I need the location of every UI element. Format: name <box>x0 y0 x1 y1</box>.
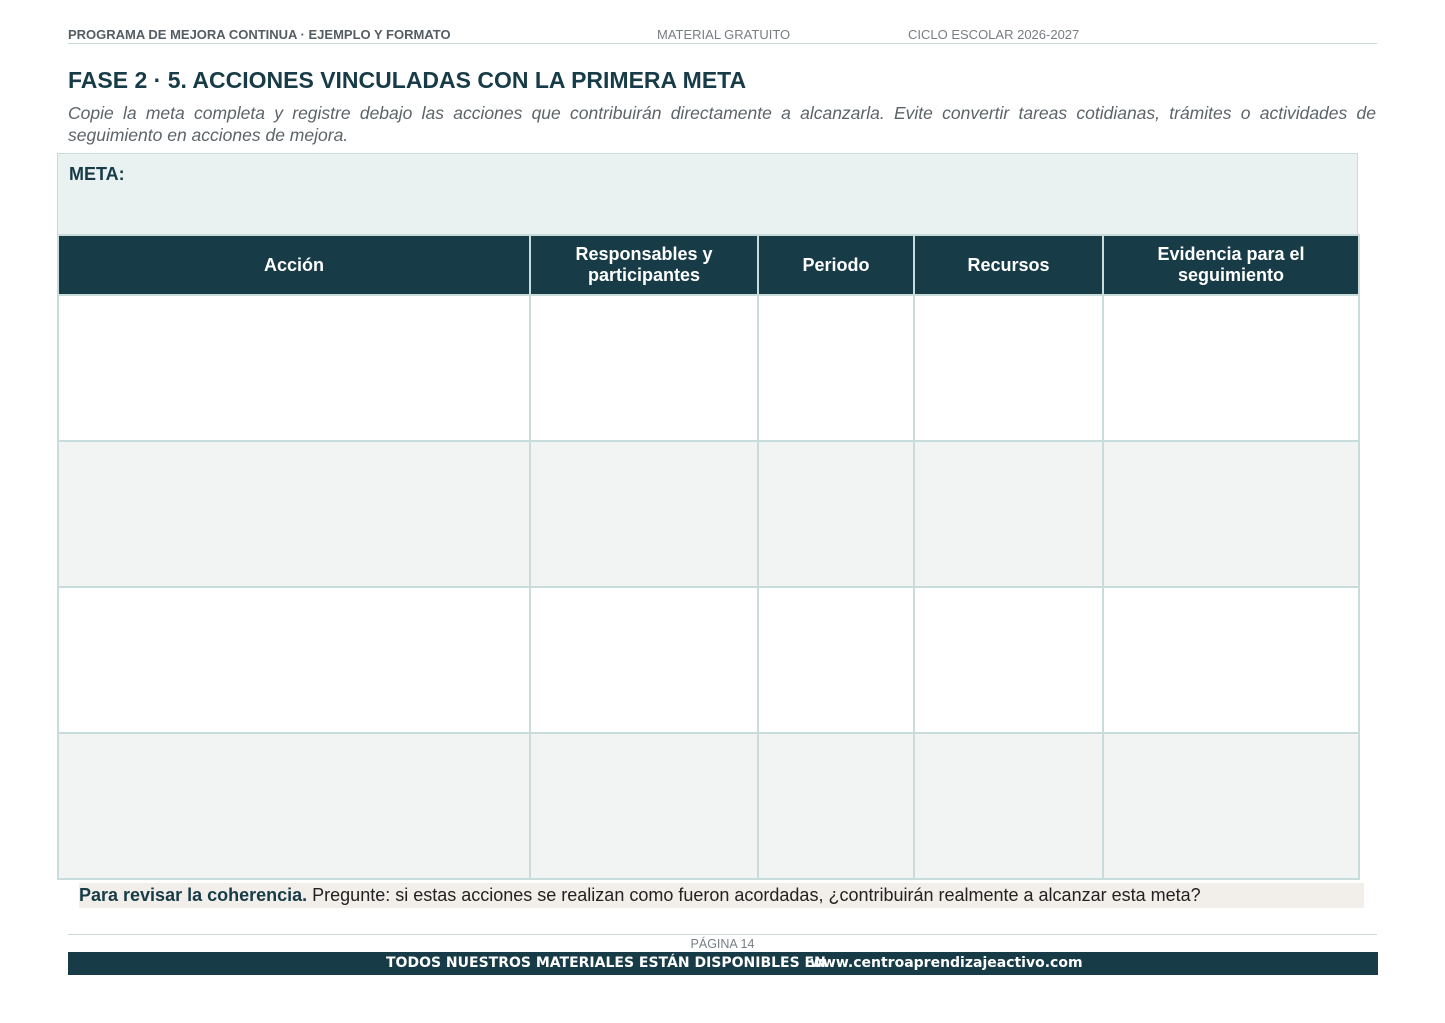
action-cell[interactable] <box>58 441 530 587</box>
responsibles-cell[interactable] <box>530 295 758 441</box>
footer-divider <box>68 934 1377 935</box>
responsibles-cell[interactable] <box>530 441 758 587</box>
header-program-label: PROGRAMA DE MEJORA CONTINUA · EJEMPLO Y FORMATO <box>68 27 451 42</box>
footer-banner <box>68 952 1378 975</box>
review-note-text: Pregunte: si estas acciones se realizan como fueron acordadas, ¿contribuirán realmente a alcanzar esta meta? <box>307 885 1201 905</box>
header-cycle-label: CICLO ESCOLAR 2026-2027 <box>908 27 1080 42</box>
period-cell[interactable] <box>758 295 914 441</box>
action-cell[interactable] <box>58 295 530 441</box>
table-row <box>58 295 1359 441</box>
column-header-period: Periodo <box>758 235 914 295</box>
column-header-resources: Recursos <box>914 235 1103 295</box>
column-header-action: Acción <box>58 235 530 295</box>
evidence-cell[interactable] <box>1103 733 1359 879</box>
evidence-cell[interactable] <box>1103 295 1359 441</box>
period-cell[interactable] <box>758 441 914 587</box>
actions-table <box>57 234 1360 880</box>
period-cell[interactable] <box>758 587 914 733</box>
table-header-row <box>58 235 1359 295</box>
page-instructions: Copie la meta completa y registre debajo las acciones que contribuirán directamente a alcanzarla. Evite convertir tareas cotidianas, trámites o actividades de seguimiento en acciones de mejora. <box>68 103 1376 145</box>
footer-banner-text: TODOS NUESTROS MATERIALES ESTÁN DISPONIBLES EN <box>386 955 826 971</box>
period-cell[interactable] <box>758 733 914 879</box>
evidence-cell[interactable] <box>1103 441 1359 587</box>
responsibles-cell[interactable] <box>530 587 758 733</box>
footer-website-link[interactable]: www.centroaprendizajeactivo.com <box>810 955 1083 971</box>
responsibles-cell[interactable] <box>530 733 758 879</box>
table-row <box>58 441 1359 587</box>
evidence-cell[interactable] <box>1103 587 1359 733</box>
header-material-label: MATERIAL GRATUITO <box>657 27 791 42</box>
header-divider <box>68 43 1377 44</box>
resources-cell[interactable] <box>914 733 1103 879</box>
resources-cell[interactable] <box>914 295 1103 441</box>
column-header-evidence: Evidencia para el seguimiento <box>1103 235 1359 295</box>
table-row <box>58 587 1359 733</box>
goal-field-label: META: <box>69 164 125 184</box>
action-cell[interactable] <box>58 587 530 733</box>
review-note-lead: Para revisar la coherencia. <box>79 885 308 905</box>
coherence-review-note <box>79 883 1364 908</box>
page-number: PÁGINA 14 <box>690 937 755 951</box>
page-title: FASE 2 · 5. ACCIONES VINCULADAS CON LA PRIMERA META <box>68 67 747 93</box>
column-header-responsibles: Responsables y participantes <box>530 235 758 295</box>
resources-cell[interactable] <box>914 587 1103 733</box>
action-cell[interactable] <box>58 733 530 879</box>
resources-cell[interactable] <box>914 441 1103 587</box>
goal-field[interactable] <box>57 153 1358 236</box>
table-row <box>58 733 1359 879</box>
